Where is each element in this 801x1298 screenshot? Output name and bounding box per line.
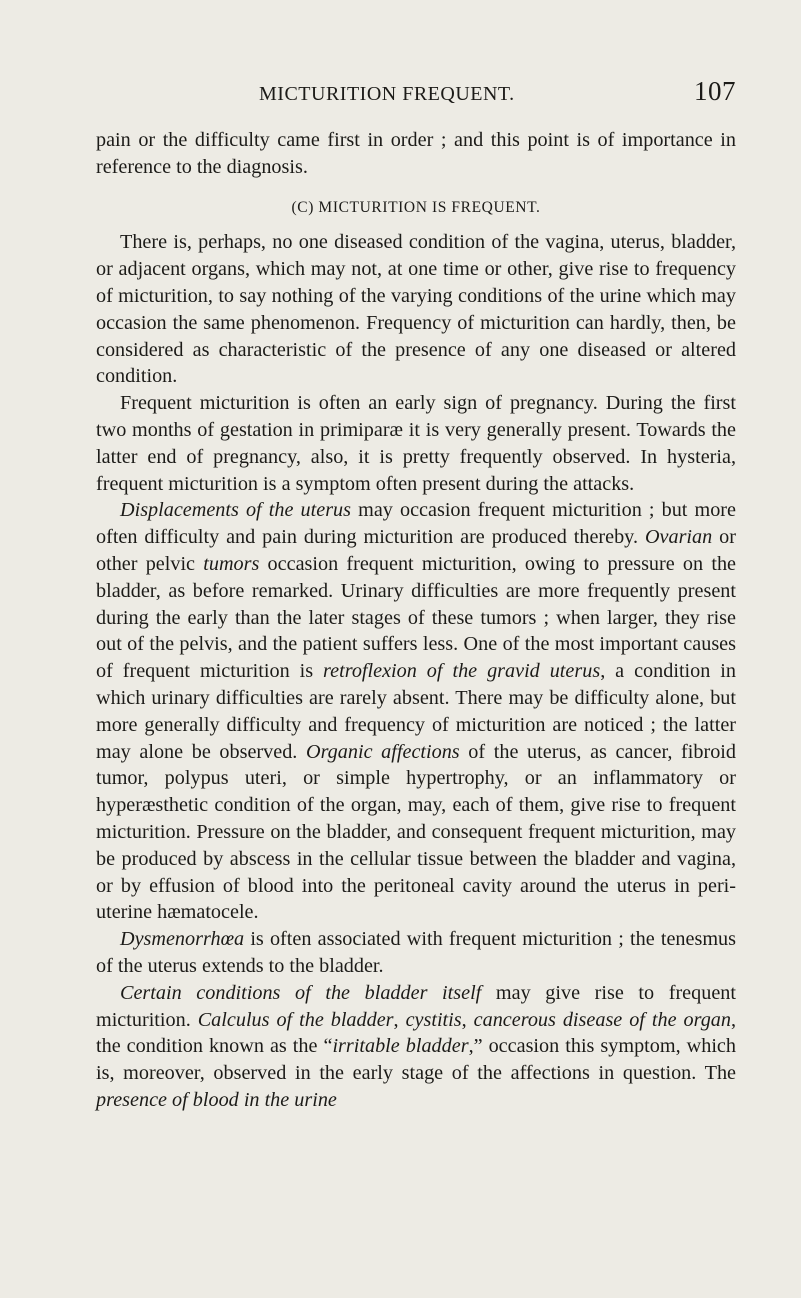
italic-term: Calculus of the bladder	[197, 1008, 394, 1031]
italic-term: irritable bladder	[332, 1035, 469, 1058]
paragraph: Frequent micturition is often an early sign of pregnancy. During the first two months of gestation in primiparæ it is very generally present. Towards the latter end of pregnancy, also, it is pretty frequently observed. In hysteria, frequent micturition is a symptom often present during the attacks.	[96, 392, 736, 495]
paragraph-text: or other pelvic	[96, 526, 736, 575]
paragraph-text: occasion frequent micturition, owing to pressure on the bladder, as before remarked. Urinary difficulties are more frequently present during the early than the later stages of these tumors ; when larger, they rise out of the pelvis, and the patient suffers less. One of the most important causes of frequent micturition is	[96, 552, 736, 683]
italic-term: retroflexion of the gravid uterus	[323, 660, 601, 683]
italic-term: Certain conditions of the bladder itself	[120, 981, 482, 1004]
italic-term: Displacements of the uterus	[120, 499, 352, 522]
paragraph-text: is often associated with frequent micturition ; the tenesmus of the uterus extends to the bladder.	[96, 928, 736, 977]
paragraph	[96, 980, 736, 1114]
running-head	[96, 76, 736, 110]
paragraph: There is, perhaps, no one diseased condition of the vagina, uterus, bladder, or adjacent organs, which may not, at one time or other, give rise to frequency of micturition, to say nothing of the varying conditions of the urine which may occasion the same phenomenon. Frequency of micturition can hardly, then, be considered as characteristic of the presence of any one diseased or altered condition.	[96, 231, 736, 388]
paragraph-text: , the condition known as the “	[96, 1008, 737, 1058]
body-text	[96, 127, 736, 1114]
running-title: MICTURITION FREQUENT.	[259, 83, 515, 105]
italic-term: cancerous disease of the organ	[473, 1008, 731, 1031]
paragraph-text: may give rise to frequent micturition.	[96, 981, 736, 1031]
paragraph-continued: pain or the difficulty came first in order ; and this point is of importance in reference to the diagnosis.	[96, 129, 736, 178]
paragraph-text: of the uterus, as cancer, fibroid tumor, polypus uteri, or simple hypertrophy, or an inflammatory or hyperæsthetic condition of the organ, may, each of them, give rise to frequent micturition. Pressure on the bladder, and consequent frequent micturition, may be produced by abscess in the cellular tissue between the bladder and vagina, or by effusion of blood into the peritoneal cavity around the uterus in peri-uterine hæmatocele.	[96, 740, 736, 924]
italic-term: Organic affections	[306, 740, 460, 763]
italic-term: Dysmenorrhœa	[120, 928, 245, 951]
paragraph-text: may occasion frequent micturition ; but more often difficulty and pain during micturition are produced thereby.	[96, 499, 736, 549]
paragraph	[96, 497, 736, 926]
italic-term: presence of blood in the urine	[96, 1088, 337, 1111]
italic-term: Ovarian	[644, 526, 713, 549]
page-number: 107	[694, 76, 736, 106]
italic-term: cystitis	[405, 1008, 462, 1031]
italic-term: tumors	[203, 552, 260, 575]
paragraph-text: , a condition in which urinary difficulties are rarely absent. There may be difficulty alone, but more generally difficulty and frequency of micturition are noticed ; the latter may alone be observed.	[96, 660, 736, 763]
paragraph	[96, 926, 736, 980]
paragraph-text: ,	[461, 1008, 474, 1031]
section-heading: (C) MICTURITION IS FREQUENT.	[291, 198, 541, 216]
paragraph-text: ,” occasion this symptom, which is, moreover, observed in the early stage of the affections in question. The	[96, 1035, 736, 1085]
paragraph-text: ,	[393, 1008, 406, 1031]
